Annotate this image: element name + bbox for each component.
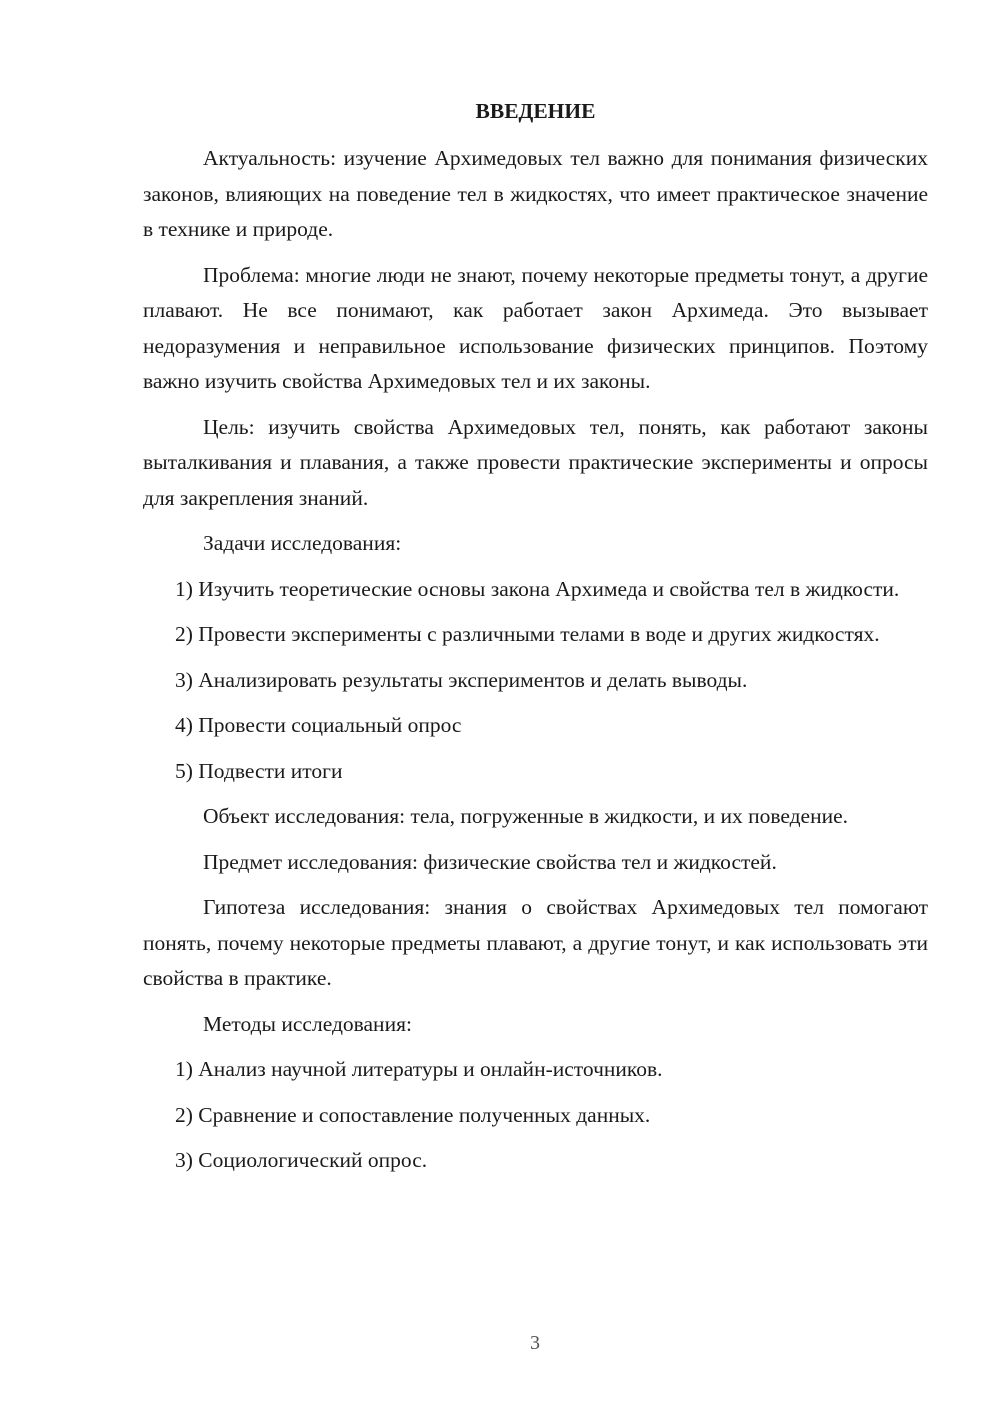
goal-paragraph: Цель: изучить свойства Архимедовых тел, понять, как работают законы выталкивания и плавания, а также провести практические эксперименты и опросы для закрепления знаний. bbox=[143, 414, 928, 510]
method-item: 3) Социологический опрос. bbox=[175, 1148, 428, 1172]
problem-paragraph: Проблема: многие люди не знают, почему некоторые предметы тонут, а другие плавают. Не все понимают, как работает закон Архимеда. Это вызывает недоразумения и неправильное использование физических принципов. Поэтому важно изучить свойства Архимедовых тел и их законы. bbox=[143, 262, 928, 393]
object-paragraph: Объект исследования: тела, погруженные в жидкости, и их поведение. bbox=[203, 804, 849, 828]
hypothesis-paragraph: Гипотеза исследования: знания о свойствах Архимедовых тел помогают понять, почему некоторые предметы плавают, а другие тонут, и как использовать эти свойства в практике. bbox=[143, 895, 928, 990]
document-page bbox=[143, 94, 928, 1189]
relevance-paragraph: Актуальность: изучение Архимедовых тел важно для понимания физических законов, влияющих на поведение тел в жидкостях, что имеет практическое значение в технике и природе. bbox=[143, 146, 928, 241]
section-title: ВВЕДЕНИЕ bbox=[475, 99, 596, 123]
page-number: 3 bbox=[530, 1332, 540, 1354]
task-item: 4) Провести социальный опрос bbox=[175, 713, 462, 737]
task-item: 1) Изучить теоретические основы закона Архимеда и свойства тел в жидкости. bbox=[175, 576, 900, 601]
task-item: 2) Провести эксперименты с различными телами в воде и других жидкостях. bbox=[175, 622, 880, 646]
method-item: 2) Сравнение и сопоставление полученных данных. bbox=[175, 1102, 651, 1127]
subject-paragraph: Предмет исследования: физические свойства тел и жидкостей. bbox=[203, 849, 777, 874]
methods-heading: Методы исследования: bbox=[203, 1011, 412, 1036]
task-item: 3) Анализировать результаты экспериментов и делать выводы. bbox=[175, 667, 748, 692]
method-item: 1) Анализ научной литературы и онлайн-источников. bbox=[175, 1057, 663, 1081]
tasks-heading: Задачи исследования: bbox=[203, 531, 402, 555]
task-item: 5) Подвести итоги bbox=[175, 758, 343, 783]
